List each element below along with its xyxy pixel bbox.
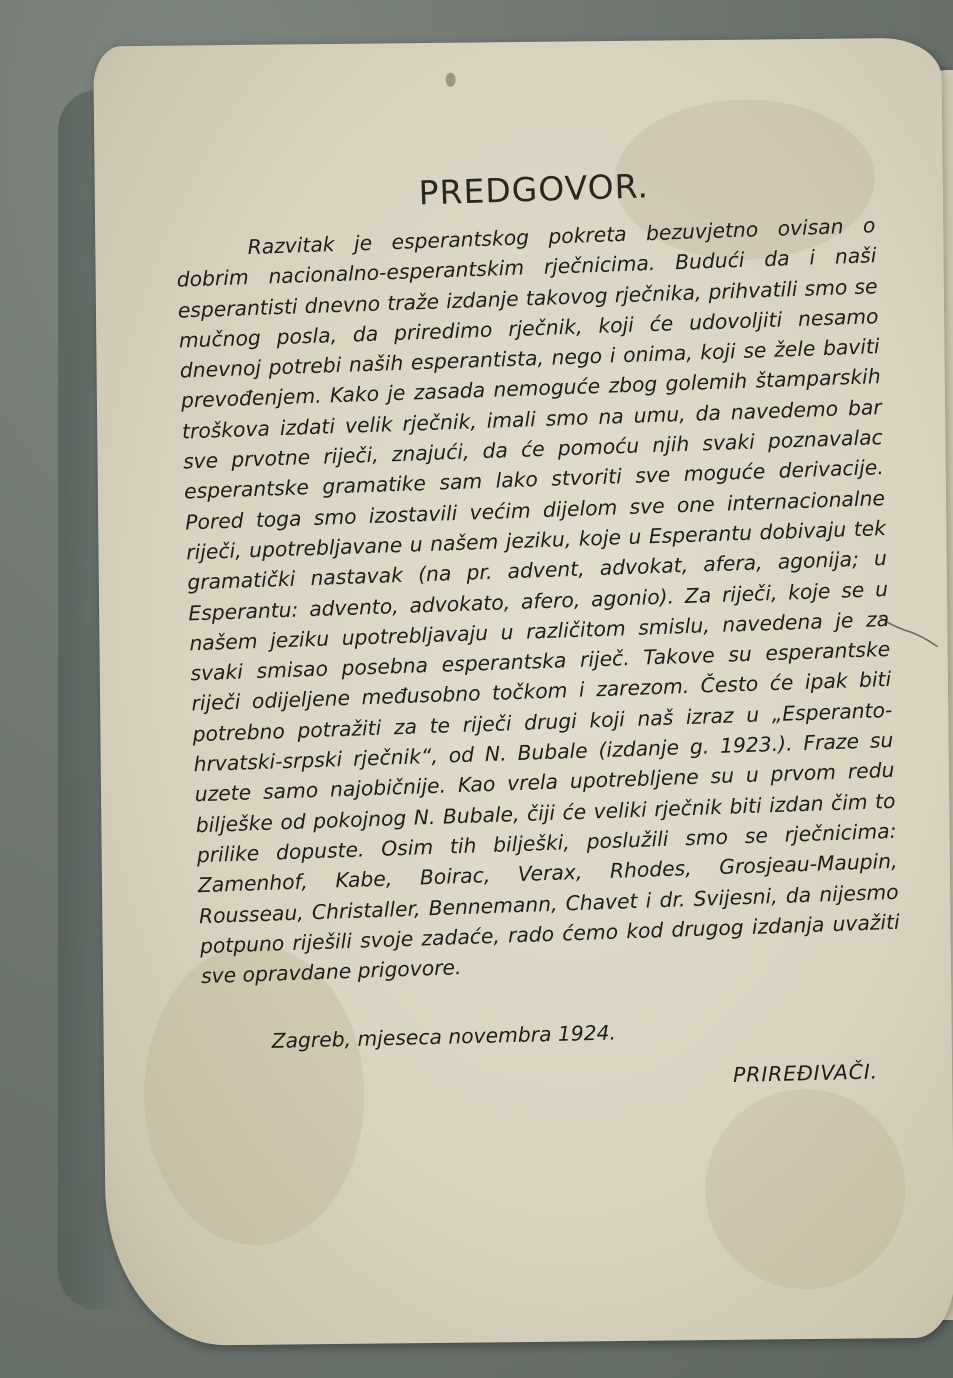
- preface-paragraph: Razvitak je esperantskog pokreta bezuvjetno ovisan o dobrim nacionalno-esperantskim rječnicima. Budući da i naši esperantisti dnevno traže izdanje takovog rječnika, prihvatili smo se mučnog posla, da priredimo rječnik, koji će udovoljiti nesamo dnevnoj potrebi naših esperantista, nego i onima, koji se žele baviti prevođenjem. Kako je zasada nemoguće zbog golemih štamparskih troškova izdati velik rječnik, imali smo na umu, da navedemo bar sve prvotne riječi, znajući, da će pomoću njih svaki poznavalac esperantske gramatike sam lako stvoriti sve moguće derivacije. Pored toga smo izostavili većim dijelom sve one internacionalne riječi, upotrebljavane u našem jeziku, koje u Esperantu dobivaju tek gramatički nastavak (na pr. advent, advokat, afera, agonija; u Esperantu: advento, advokato, afero, agonio). Za riječi, koje se u našem jeziku upotrebljavaju u različitom smislu, navedena je za svaki smisao posebna esperantska riječ. Takove su esperantske riječi odijeljene međusobno točkom i zarezom. Često će ipak biti potrebno potražiti za te riječi drugi koji naš izraz u „Esperanto-hrvatski-srpski rječnik“, od N. Bubale (izdanje g. 1923.). Fraze su uzete samo najobičnije. Kao vrela upotrebljene su u prvom redu bilješke od pokojnog N. Bubale, čiji će veliki rječnik biti izdan čim to prilike dopuste. Osim tih bilješki, poslužili smo se rječnicima: Zamenhof, Kabe, Boirac, Verax, Rhodes, Grosjeau-Maupin, Rousseau, Christaller, Bennemann, Chavet i dr. Svijesni, da nijesmo potpuno riješili svoje zadaće, rado ćemo kod drugog izdanja uvažiti sve opravdane prigovore.: [176, 213, 901, 989]
- signature: PRIREĐIVAČI.: [732, 1059, 879, 1088]
- book-page: [93, 38, 953, 1347]
- page-content: [175, 166, 901, 1096]
- page-title: PREDGOVOR.: [418, 166, 650, 213]
- binding-hole: [446, 73, 456, 87]
- place-and-date: Zagreb, mjeseca novembra 1924.: [271, 1020, 617, 1054]
- paper-stain: [704, 1088, 906, 1290]
